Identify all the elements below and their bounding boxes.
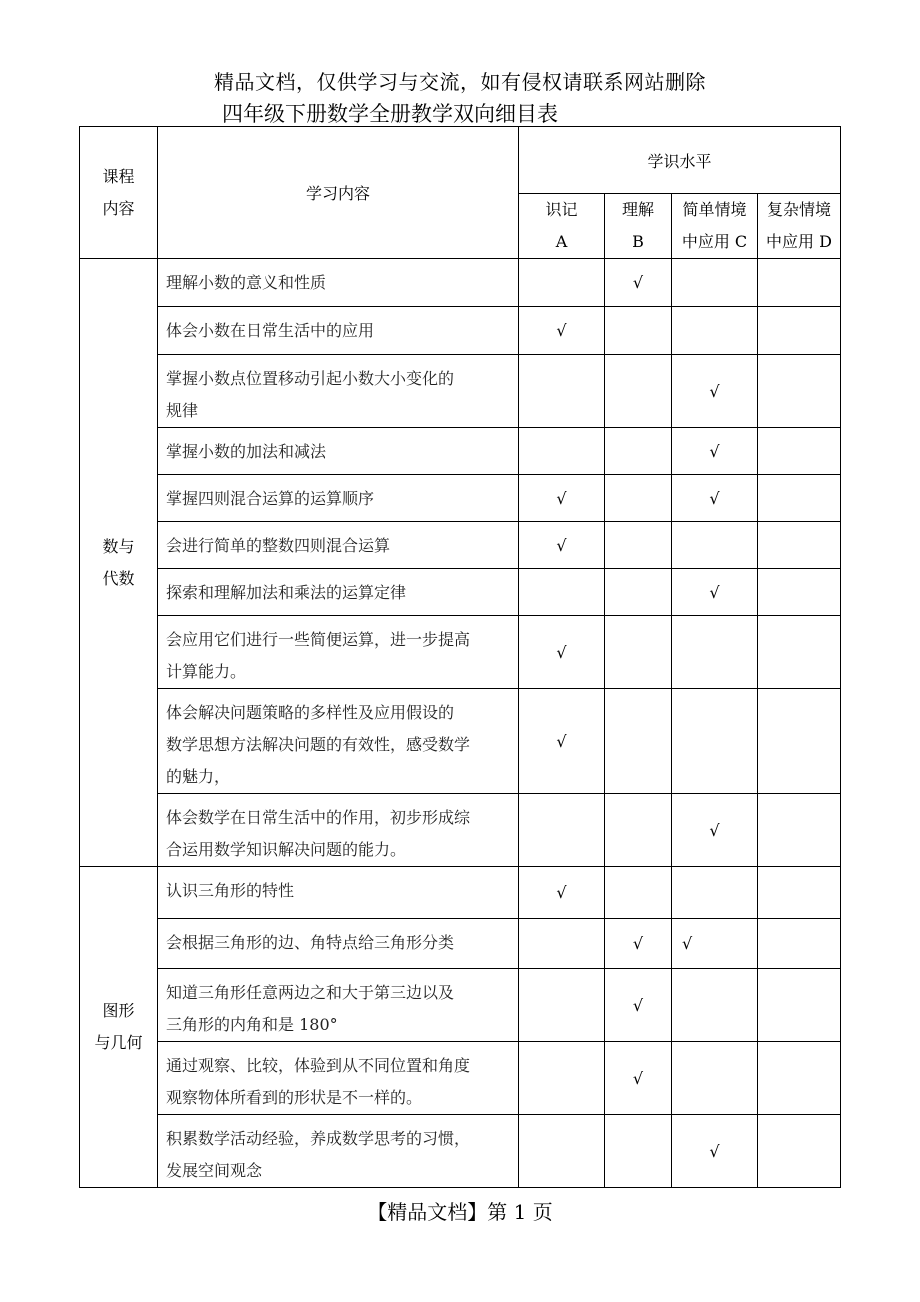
learning-content-line: 体会解决问题策略的多样性及应用假设的: [166, 703, 455, 722]
page-footer: 【精品文档】第 1 页: [367, 1200, 553, 1224]
table-row: [80, 969, 841, 1042]
check-mark-icon: √: [709, 441, 720, 461]
level-check-cell: [605, 1115, 672, 1188]
level-check-cell: [519, 307, 605, 355]
learning-content-line: 三角形的内角和是 180°: [166, 1015, 338, 1034]
level-check-cell: [605, 969, 672, 1042]
header-level-title: 学识水平: [519, 127, 841, 194]
section-name-line: 与几何: [94, 1033, 143, 1052]
header-course-cell: [80, 127, 158, 259]
level-check-cell: [605, 616, 672, 689]
check-mark-icon: √: [556, 731, 567, 751]
table-row: [80, 475, 841, 522]
level-check-cell: [519, 689, 605, 794]
level-check-cell: [605, 569, 672, 616]
check-mark-icon: √: [709, 1141, 720, 1161]
level-check-cell: [519, 616, 605, 689]
watermark-notice: 精品文档，仅供学习与交流，如有侵权请联系网站删除: [214, 70, 706, 94]
level-check-cell: [672, 355, 758, 428]
table-row: [80, 919, 841, 969]
document-title: 四年级下册数学全册教学双向细目表: [222, 102, 558, 126]
level-c-line-1: 简单情境: [682, 200, 747, 219]
table-row: [80, 616, 841, 689]
section-name-cell: [80, 259, 158, 867]
check-mark-icon: √: [556, 642, 567, 662]
learning-content-line: 体会小数在日常生活中的应用: [166, 321, 375, 340]
level-check-cell: [758, 1115, 841, 1188]
level-check-cell: [519, 522, 605, 569]
header-content-label: 学习内容: [305, 184, 370, 203]
level-check-cell: [672, 259, 758, 307]
level-check-cell: [519, 794, 605, 867]
learning-content-cell: [158, 867, 519, 919]
check-mark-icon: √: [632, 934, 644, 953]
level-check-cell: [758, 969, 841, 1042]
level-check-cell: [672, 307, 758, 355]
level-b-line-2: B: [632, 232, 644, 251]
learning-content-line: 规律: [166, 401, 199, 420]
check-mark-icon: √: [709, 381, 720, 401]
level-check-cell: [758, 794, 841, 867]
level-check-cell: [758, 569, 841, 616]
learning-content-cell: [158, 1042, 519, 1115]
section-name-line: 图形: [102, 1001, 135, 1020]
level-check-cell: [605, 867, 672, 919]
level-check-cell: [605, 689, 672, 794]
level-check-cell: [672, 919, 758, 969]
check-mark-icon: √: [556, 321, 567, 340]
level-check-cell: [672, 969, 758, 1042]
check-mark-icon: √: [682, 934, 693, 953]
header-content-cell: [158, 127, 519, 259]
learning-content-cell: [158, 307, 519, 355]
learning-content-cell: [158, 475, 519, 522]
level-check-cell: [672, 867, 758, 919]
level-check-cell: [519, 867, 605, 919]
learning-content-line: 通过观察、比较，体验到从不同位置和角度: [166, 1056, 471, 1075]
level-check-cell: [519, 919, 605, 969]
table-row: [80, 689, 841, 794]
level-check-cell: [519, 475, 605, 522]
level-check-cell: [605, 919, 672, 969]
level-check-cell: [605, 307, 672, 355]
check-mark-icon: √: [632, 1068, 644, 1088]
check-mark-icon: √: [556, 535, 567, 555]
level-check-cell: [605, 522, 672, 569]
table-row: [80, 355, 841, 428]
learning-content-line: 合运用数学知识解决问题的能力。: [166, 840, 407, 859]
level-check-cell: [519, 428, 605, 475]
level-check-cell: [605, 259, 672, 307]
learning-content-cell: [158, 616, 519, 689]
header-course-line-2: 内容: [102, 198, 135, 218]
level-check-cell: [605, 428, 672, 475]
table-row: [80, 428, 841, 475]
level-b-line-1: 理解: [621, 200, 654, 219]
learning-content-line: 数学思想方法解决问题的有效性，感受数学: [166, 735, 471, 754]
level-check-cell: [758, 919, 841, 969]
level-a-line-2: A: [555, 232, 568, 251]
level-check-cell: [672, 522, 758, 569]
level-check-cell: [758, 259, 841, 307]
level-check-cell: [758, 689, 841, 794]
level-check-cell: [672, 475, 758, 522]
check-mark-icon: √: [632, 995, 644, 1015]
learning-content-line: 知道三角形任意两边之和大于第三边以及: [166, 983, 455, 1002]
learning-content-line: 掌握四则混合运算的运算顺序: [166, 489, 375, 508]
table-row: [80, 307, 841, 355]
learning-content-cell: [158, 259, 519, 307]
check-mark-icon: √: [556, 883, 567, 902]
learning-content-line: 认识三角形的特性: [166, 881, 295, 900]
level-check-cell: [519, 969, 605, 1042]
learning-content-line: 探索和理解加法和乘法的运算定律: [166, 583, 407, 602]
learning-content-cell: [158, 522, 519, 569]
level-d-line-2: 中应用 D: [766, 232, 832, 251]
learning-content-cell: [158, 569, 519, 616]
level-check-cell: [605, 794, 672, 867]
table-row: [80, 569, 841, 616]
learning-content-line: 发展空间观念: [166, 1161, 263, 1180]
level-check-cell: [519, 259, 605, 307]
level-check-cell: [519, 569, 605, 616]
level-b-header: [605, 194, 672, 259]
level-check-cell: [758, 475, 841, 522]
level-check-cell: [758, 355, 841, 428]
level-check-cell: [672, 794, 758, 867]
detail-table: [79, 126, 841, 1188]
header-course-line-1: 课程: [102, 166, 135, 186]
level-check-cell: [758, 428, 841, 475]
check-mark-icon: √: [709, 488, 720, 508]
level-check-cell: [605, 1042, 672, 1115]
table-row: [80, 522, 841, 569]
learning-content-cell: [158, 689, 519, 794]
level-c-line-2: 中应用 C: [681, 232, 748, 251]
learning-content-line: 观察物体所看到的形状是不一样的。: [166, 1088, 423, 1107]
learning-content-cell: [158, 919, 519, 969]
level-check-cell: [758, 307, 841, 355]
level-check-cell: [758, 522, 841, 569]
table-row: [80, 794, 841, 867]
table-row: [80, 867, 841, 919]
learning-content-line: 计算能力。: [166, 662, 247, 681]
level-check-cell: [519, 355, 605, 428]
level-check-cell: [758, 1042, 841, 1115]
learning-content-cell: [158, 969, 519, 1042]
learning-content-line: 的魅力，: [166, 767, 231, 786]
section-name-line: 代数: [102, 568, 135, 588]
level-d-header: [758, 194, 841, 259]
learning-content-cell: [158, 428, 519, 475]
level-check-cell: [672, 1115, 758, 1188]
level-check-cell: [519, 1042, 605, 1115]
learning-content-cell: [158, 355, 519, 428]
learning-content-line: 掌握小数的加法和减法: [166, 442, 327, 461]
level-check-cell: [758, 867, 841, 919]
learning-content-line: 体会数学在日常生活中的作用，初步形成综: [166, 808, 471, 827]
table-row: [80, 1042, 841, 1115]
learning-content-line: 会根据三角形的边、角特点给三角形分类: [166, 933, 455, 952]
learning-content-line: 会应用它们进行一些简便运算，进一步提高: [166, 630, 471, 649]
check-mark-icon: √: [709, 820, 720, 840]
level-check-cell: [758, 616, 841, 689]
learning-content-line: 积累数学活动经验，养成数学思考的习惯，: [166, 1129, 471, 1148]
level-check-cell: [605, 355, 672, 428]
section-name-line: 数与: [102, 536, 135, 556]
check-mark-icon: √: [709, 582, 720, 602]
level-check-cell: [672, 569, 758, 616]
table-row: [80, 1115, 841, 1188]
level-a-header: [519, 194, 605, 259]
learning-content-cell: [158, 1115, 519, 1188]
table-row: [80, 259, 841, 307]
level-c-header: [672, 194, 758, 259]
learning-content-line: 掌握小数点位置移动引起小数大小变化的: [166, 369, 455, 388]
level-check-cell: [605, 475, 672, 522]
level-check-cell: [672, 428, 758, 475]
section-name-cell: [80, 867, 158, 1188]
level-d-line-1: 复杂情境: [766, 200, 831, 219]
learning-content-line: 会进行简单的整数四则混合运算: [166, 536, 391, 555]
level-check-cell: [672, 616, 758, 689]
level-a-line-1: 识记: [545, 200, 578, 219]
level-check-cell: [519, 1115, 605, 1188]
learning-content-line: 理解小数的意义和性质: [166, 273, 327, 292]
check-mark-icon: √: [556, 488, 567, 508]
learning-content-cell: [158, 794, 519, 867]
level-check-cell: [672, 689, 758, 794]
check-mark-icon: √: [632, 273, 644, 292]
level-check-cell: [672, 1042, 758, 1115]
